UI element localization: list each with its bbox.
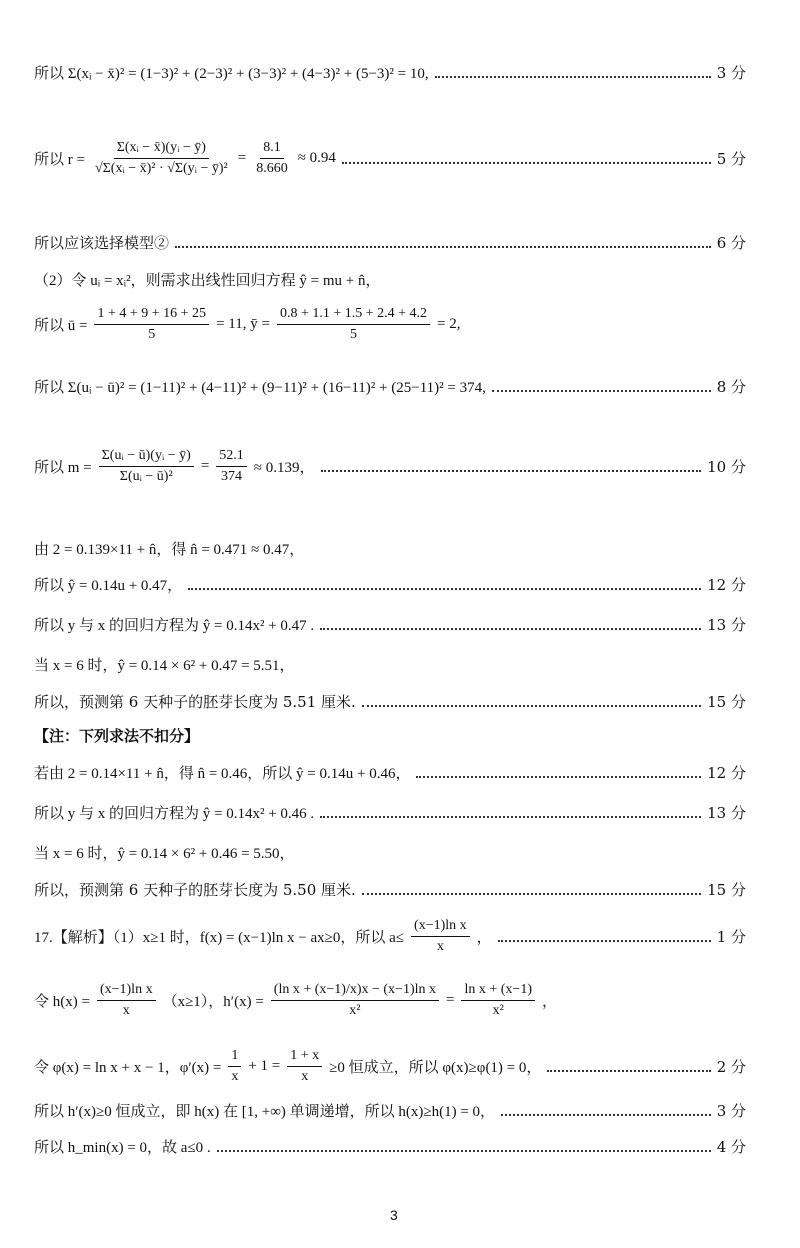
fraction-numerator: 1 xyxy=(228,1048,241,1067)
fraction-denominator: Σ(uᵢ − ū)² xyxy=(119,469,173,484)
fraction-numerator: 1 + 4 + 9 + 16 + 25 xyxy=(94,306,209,325)
line-text: 当 x = 6 时，ŷ = 0.14 × 6² + 0.47 = 5.51， xyxy=(34,658,295,674)
line-tail: ≥0 恒成立，所以 φ(x)≥φ(1) = 0， xyxy=(329,1060,542,1076)
note-heading: 【注：下列求法不扣分】 xyxy=(34,727,200,745)
leader-dots xyxy=(492,390,711,392)
score: 2 分 xyxy=(716,1058,746,1076)
line-text: 若由 2 = 0.14×11 + n̂，得 n̂ = 0.46，所以 ŷ = 0.14u + 0.46， xyxy=(34,766,411,782)
line-11 xyxy=(34,654,746,675)
line-text: 所以 h_min(x) = 0，故 a≤0 . xyxy=(34,1140,211,1156)
score: 12 分 xyxy=(707,764,746,782)
line-mid: = xyxy=(446,992,455,1008)
leader-dots xyxy=(501,1114,711,1116)
leader-dots xyxy=(320,628,701,630)
score: 8 分 xyxy=(716,378,746,396)
line-tail: = 2, xyxy=(437,316,461,332)
line-prefix: 所以 r = xyxy=(34,152,85,168)
line-10 xyxy=(34,614,746,635)
leader-dots xyxy=(362,893,701,895)
line-mid: = 11, ȳ = xyxy=(216,316,270,332)
fraction xyxy=(461,982,535,1019)
line-text: 所以 y 与 x 的回归方程为 ŷ = 0.14x² + 0.47 . xyxy=(34,618,315,634)
line-14 xyxy=(34,762,746,783)
fraction-numerator: ln x + (x−1) xyxy=(461,982,535,1001)
fraction-denominator: √Σ(xᵢ − x̄)² · √Σ(yᵢ − ȳ)² xyxy=(94,161,228,176)
fraction-numerator: Σ(uᵢ − ū)(yᵢ − ȳ) xyxy=(99,448,194,467)
score: 10 分 xyxy=(707,458,746,476)
score: 12 分 xyxy=(707,576,746,594)
line-13 xyxy=(34,725,746,746)
fraction xyxy=(228,1048,241,1085)
score: 5 分 xyxy=(716,150,746,168)
line-text: 所以，预测第 6 天种子的胚芽长度为 5.50 厘米. xyxy=(34,881,356,899)
score: 6 分 xyxy=(716,234,746,252)
line-4 xyxy=(34,269,746,290)
fraction-numerator: (ln x + (x−1)/x)x − (x−1)ln x xyxy=(271,982,439,1001)
fraction-numerator: 52.1 xyxy=(216,448,247,467)
line-1 xyxy=(34,62,746,83)
leader-dots xyxy=(217,1150,711,1152)
line-text: 所以 Σ(xᵢ − x̄)² = (1−3)² + (2−3)² + (3−3)² + (4−3)² + (5−3)² = 10, xyxy=(34,66,429,82)
fraction-denominator: x xyxy=(301,1069,309,1084)
leader-dots xyxy=(320,816,701,818)
fraction xyxy=(287,1048,322,1085)
fraction-denominator: x xyxy=(231,1069,239,1084)
line-text: 所以应该选择模型② xyxy=(34,234,170,252)
fraction xyxy=(271,982,439,1019)
fraction-numerator: 1 + x xyxy=(287,1048,322,1067)
line-16 xyxy=(34,842,746,863)
leader-dots xyxy=(175,246,711,248)
line-7: 所以 m = $\frac{\text{Σ(uᵢ − ū)(yᵢ − ȳ)}}{\text{Σ(uᵢ − ū)²}}$ = $\frac{52.1}{374}$ ≈ 0.139， 10 分 xyxy=(34,448,746,484)
fraction-numerator: 8.1 xyxy=(260,140,284,159)
line-20 xyxy=(34,1048,746,1085)
leader-dots xyxy=(321,470,702,472)
line-prefix: 所以 ū = xyxy=(34,318,88,334)
line-9 xyxy=(34,574,746,595)
leader-dots xyxy=(416,776,701,778)
score: 3 分 xyxy=(716,1102,746,1120)
line-tail: ， xyxy=(542,994,558,1010)
fraction xyxy=(277,306,430,343)
fraction-denominator: 8.660 xyxy=(256,161,288,176)
line-mid: （x≥1），h′(x) = xyxy=(162,994,264,1010)
fraction xyxy=(97,982,156,1019)
line-text: 所以 Σ(uᵢ − ū)² = (1−11)² + (4−11)² + (9−11)² + (16−11)² + (25−11)² = 374, xyxy=(34,380,486,396)
fraction-denominator: 374 xyxy=(221,469,243,484)
line-text: 所以 ŷ = 0.14u + 0.47， xyxy=(34,578,183,594)
line-22 xyxy=(34,1136,746,1157)
page-number: 3 xyxy=(390,1207,398,1223)
score: 3 分 xyxy=(716,64,746,82)
score: 13 分 xyxy=(707,804,746,822)
fraction-numerator: (x−1)ln x xyxy=(97,982,156,1001)
leader-dots xyxy=(188,588,701,590)
fraction-denominator: 5 xyxy=(349,327,357,342)
leader-dots xyxy=(342,162,711,164)
line-text: （2）令 uᵢ = xᵢ²，则需求出线性回归方程 ŷ = mu + n̂， xyxy=(34,273,381,289)
score: 4 分 xyxy=(716,1138,746,1156)
score: 15 分 xyxy=(707,693,746,711)
fraction-denominator: x xyxy=(436,939,444,954)
line-3 xyxy=(34,232,746,253)
line-tail: ≈ 0.94 xyxy=(297,150,336,166)
fraction xyxy=(253,140,291,177)
line-text: 由 2 = 0.139×11 + n̂，得 n̂ = 0.471 ≈ 0.47， xyxy=(34,542,305,558)
fraction xyxy=(92,140,231,177)
line-mid: + 1 = xyxy=(248,1058,281,1074)
line-18 xyxy=(34,918,746,955)
line-text: 所以 h′(x)≥0 恒成立，即 h(x) 在 [1, +∞) 单调递增，所以 h(x)≥h(1) = 0， xyxy=(34,1104,496,1120)
fraction xyxy=(411,918,470,955)
line-tail: ， xyxy=(476,930,492,946)
line-5 xyxy=(34,306,746,343)
line-17 xyxy=(34,879,746,900)
line-text: 所以，预测第 6 天种子的胚芽长度为 5.51 厘米. xyxy=(34,693,356,711)
line-19 xyxy=(34,982,746,1019)
fraction-numerator: Σ(xᵢ − x̄)(yᵢ − ȳ) xyxy=(114,140,209,159)
fraction-denominator: 5 xyxy=(148,327,156,342)
line-8 xyxy=(34,538,746,559)
leader-dots xyxy=(362,705,701,707)
line-12 xyxy=(34,691,746,712)
fraction-denominator: x² xyxy=(349,1003,361,1018)
score: 13 分 xyxy=(707,616,746,634)
line-text: 当 x = 6 时，ŷ = 0.14 × 6² + 0.46 = 5.50， xyxy=(34,846,295,862)
fraction-denominator: x xyxy=(122,1003,130,1018)
fraction xyxy=(94,306,209,343)
leader-dots xyxy=(498,940,711,942)
fraction xyxy=(216,448,247,485)
fraction-numerator: 0.8 + 1.1 + 1.5 + 2.4 + 4.2 xyxy=(277,306,430,325)
line-tail: ≈ 0.139， xyxy=(253,460,315,476)
fraction-numerator: (x−1)ln x xyxy=(411,918,470,937)
leader-dots xyxy=(547,1070,710,1072)
line-2: 所以 r = $\frac{\text{Σ(xᵢ − x̄)(yᵢ − ȳ)}}{\text{√Σ(xᵢ − x̄)² · √Σ(yᵢ − ȳ)²}}$ = $\frac{8.1}{8.660}$ ≈ 0.94 5 分 xyxy=(34,140,746,176)
line-6 xyxy=(34,376,746,397)
line-text: 所以 y 与 x 的回归方程为 ŷ = 0.14x² + 0.46 . xyxy=(34,806,315,822)
line-15 xyxy=(34,802,746,823)
line-21 xyxy=(34,1100,746,1121)
line-prefix: 17.【解析】（1）x≥1 时，f(x) = (x−1)ln x − ax≥0，所以 a≤ xyxy=(34,930,405,946)
fraction-denominator: x² xyxy=(492,1003,504,1018)
score: 1 分 xyxy=(716,928,746,946)
line-prefix: 令 h(x) = xyxy=(34,994,90,1010)
leader-dots xyxy=(435,76,711,78)
line-prefix: 所以 m = xyxy=(34,460,92,476)
score: 15 分 xyxy=(707,881,746,899)
fraction xyxy=(99,448,194,485)
line-prefix: 令 φ(x) = ln x + x − 1，φ′(x) = xyxy=(34,1060,222,1076)
